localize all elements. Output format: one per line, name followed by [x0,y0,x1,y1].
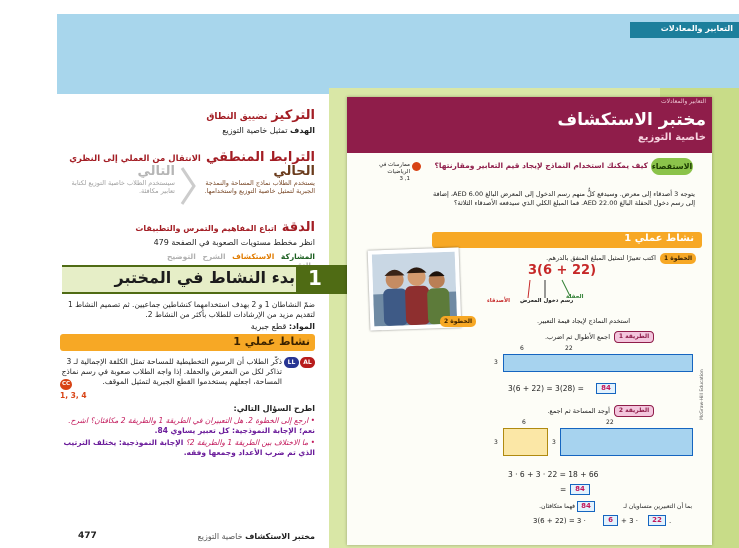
question-1: • ارجع إلى الخطوة 2. هل التعبيران في الطريقة 1 والطريقة 2 مكافئان؟ اشرح. نعم؛ الإجابة النموذجية: كل تعبير يساوي 84. [68,416,315,435]
ll-badge: LL [284,357,299,368]
lab-title: مختبر الاستكشاف [557,110,706,130]
label-concert: الحفلة [566,294,584,300]
final-dot: . [669,517,672,525]
label-friends: الأصدقاء [487,298,510,304]
inquiry-question: كيف يمكنك استخدام النماذج لإيجاد قيم التعابير ومقارنتها؟ [434,161,648,170]
method2-text: أوجد المساحة ثم اجمع. [547,407,610,415]
conclusion-text: بما أن التعبيرين متساويان لـ [623,503,692,510]
final-expression-left: 3(6 + 22) = 3 · [533,517,586,525]
final-blank-1: 6 [603,515,618,526]
m1-equation: 3(6 + 22) = 3(28) = [508,384,584,393]
method1-text: اجمع الأطوال ثم اضرب. [544,333,610,341]
practice-box: ممارسات في الرياضيات 1, 3 [379,162,410,182]
practice-icon [412,162,421,171]
step1-text: اكتب تعبيرًا لتمثيل المبلغ المنفق بالدرهم. [546,254,656,262]
cc-refs: 1, 3, 4 [60,391,87,400]
method2-label: الطريقة 2 [614,405,654,417]
m2-equation: 3 · 6 + 3 · 22 = 18 + 66 [508,470,599,479]
right-activity-title: نشاط عملي 1 [624,233,694,244]
step2-text: استخدم النماذج لإيجاد قيمة التعبير. [536,317,630,325]
cc-badge: CC [60,379,72,390]
m2-dim-6: 6 [522,419,526,426]
next-box: التالي سيستخدم الطلاب خاصية التوزيع لكتابة تعابير مكافئة. [71,164,175,195]
m2-area-left [503,428,548,456]
side-credit: McGraw-Hill Education [700,369,705,420]
focus-section: التركيز تضييق النطاق الهدف تمثيل خاصية التوزيع [206,108,315,135]
label-show-fee: رسم دخول المعرض [520,298,574,304]
lesson-steps: المشاركة الاستكشاف الشرح التوضيح [166,252,315,261]
activity-text: ذكّر الطلاب أن الرسوم التخطيطية للمساحة تمثل الكلفة الإجمالية لـ 3 تذاكر لكل من المعرض والحفلة. إذا واجه الطلاب صعوبة في رسم نماذج المساحة، اجعلهم يستخدموا القطع الجبرية لتمثيل الموقف. [61,357,282,386]
m1-answer: 84 [596,383,616,394]
m1-dim-6: 6 [520,345,524,352]
question-2: • ما الاختلاف بين الطريقة 1 والطريقة 2؟ الإجابة النموذجية: يختلف الترتيب الذي تم ضرب الأعداد وجمعها وفقه. [63,438,315,457]
now-box: الحالي يستخدم الطلاب نماذج المساحة والنمذجة الجبرية لتمثيل خاصية التوزيع واستخدامها. [204,164,315,195]
rigor-section: الدقة اتباع المفاهيم والتمرس والتطبيقات انظر مخطط مستويات الصعوبة في الصفحة 479 [135,220,315,247]
m2-area-right [560,428,693,456]
launch-title: بدء النشاط في المختبر [114,268,295,287]
launch-number: 1 [308,266,322,290]
conclusion-blank: 84 [577,501,595,512]
final-blank-2: 22 [648,515,666,526]
method1-label: الطريقة 1 [614,331,654,343]
final-expression-mid: + 3 · [621,517,638,525]
al-badge: AL [300,357,315,368]
lab-top-caption: التعابير والمعادلات [660,98,706,105]
m2-dim-3b: 3 [552,439,556,446]
lab-subtitle: خاصية التوزيع [637,132,706,143]
expression: 3(6 + 22) [528,263,597,278]
activity-label: نشاط عملي 1 [233,335,310,348]
m2-equals: = [560,485,567,494]
m2-dim-3: 3 [494,439,498,446]
step2-label: الخطوة 2 [440,316,476,327]
ask-label: اطرح السؤال التالي: [233,404,315,413]
materials-line: المواد: قطع جبرية [250,322,315,331]
chapter-tab: التعابير والمعادلات [630,22,739,38]
m1-area-model [503,354,693,372]
m2-answer: 84 [570,484,590,495]
m1-dim-22: 22 [565,345,573,352]
footer-page-number: 477 [78,531,97,541]
chevron-right-icon [178,166,198,206]
m1-dim-3: 3 [494,359,498,366]
launch-text: ضمّ النشاطان 1 و 2 بهدف استخدامهما كنشاطين جماعيين. ثم تصميم النشاط 1 لتقديم مزيد من الإرشادات للطلاب بأكثر من النشاط 2. [67,300,315,319]
intro-text: يتوجه 3 أصدقاء إلى معرض. وسيدفع كلٌّ منهم رسم الدخول إلى المعرض البالغ AED 6.00، إضافة إلى رسم دخول الحفلة البالغ AED 22.00. فما المبلغ الكلي الذي سيدفعه الأصدقاء الثلاثة؟ [432,190,695,207]
inquiry-badge: الاستقصاء [651,158,693,175]
conclusion-tail: فهما متكافئان. [539,503,575,510]
footer: مختبر الاستكشاف خاصية التوزيع [197,532,315,541]
now-next-panel [60,164,315,208]
step1-label: الخطوة 1 [660,253,696,264]
m2-dim-22: 22 [606,419,614,426]
coherence-section: الترابط المنطقي الانتقال من العملي إلى النظري [69,150,315,165]
